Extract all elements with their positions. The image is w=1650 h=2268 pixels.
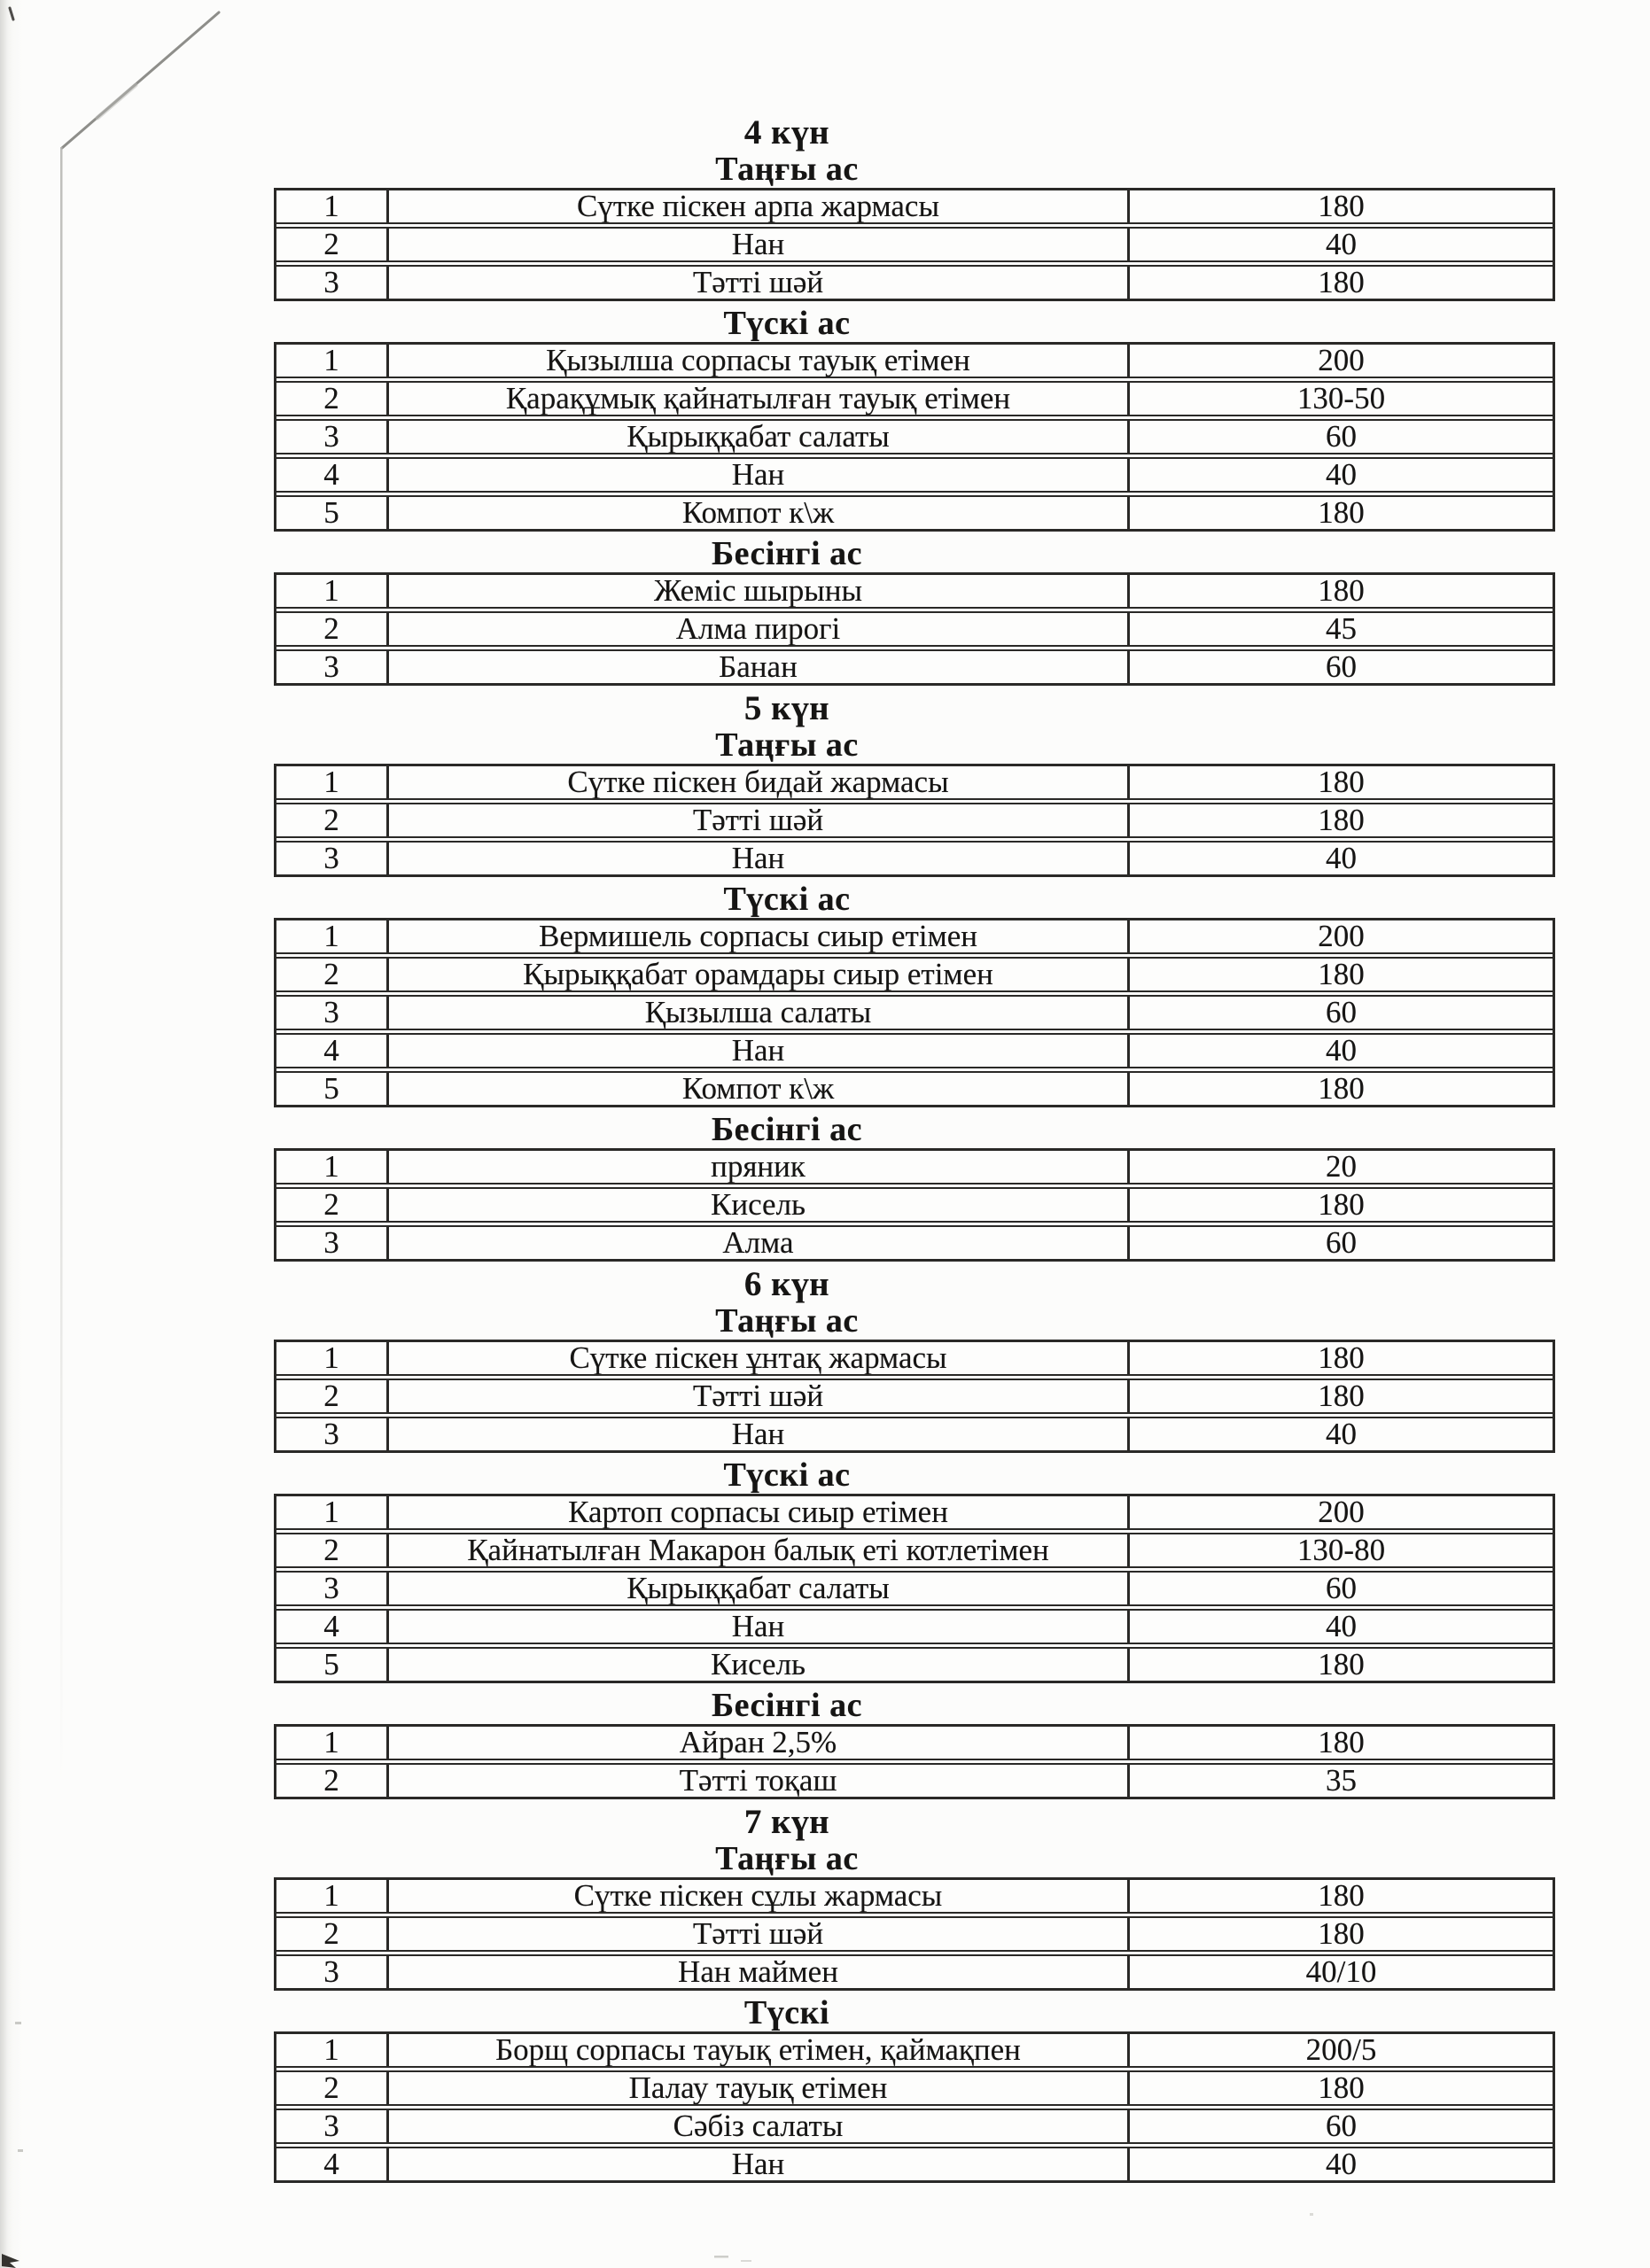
portion-grams-cell: 180 [1127,575,1553,607]
table-row [276,1067,1553,1105]
table-row [276,1183,1553,1221]
table-row [276,1759,1553,1797]
portion-grams-cell: 60 [1127,1573,1553,1604]
row-number-cell: 1 [323,1342,339,1374]
portion-grams-cell: 40/10 [1127,1956,1553,1988]
day-title: 6 күн [743,1265,830,1303]
meal-title: Таңғы ас [715,1840,859,1877]
table-row [276,1412,1553,1450]
dish-name-cell: Жеміс шырыны [386,575,1127,607]
row-number-cell: 3 [323,1227,339,1259]
row-number-cell: 5 [323,497,339,529]
menu-table [274,1494,1555,1683]
table-row [276,2034,1553,2066]
portion-grams-cell: 180 [1127,959,1553,990]
row-number-cell: 2 [323,613,339,645]
row-number-cell: 1 [323,190,339,222]
menu-table [274,764,1555,877]
menu-table [274,572,1555,686]
dish-name-cell: Борщ сорпасы тауық етімен, қаймақпен [386,2034,1127,2066]
portion-grams-cell: 200/5 [1127,2034,1553,2066]
table-row [276,1221,1553,1259]
portion-grams-cell: 180 [1127,1073,1553,1105]
table-row [276,575,1553,607]
dish-name-cell: Қызылша сорпасы тауық етімен [386,345,1127,377]
dish-name-cell: Кисель [386,1649,1127,1681]
dish-name-cell: Сүтке піскен сұлы жармасы [386,1880,1127,1912]
portion-grams-cell: 180 [1127,1649,1553,1681]
dish-name-cell: Вермишель сорпасы сиыр етімен [386,920,1127,952]
dish-name-cell: Айран 2,5% [386,1727,1127,1759]
row-number-cell: 3 [323,997,339,1029]
dish-name-cell: Сүтке піскен бидай жармасы [386,766,1127,798]
portion-grams-cell: 60 [1127,2110,1553,2142]
portion-grams-cell: 180 [1127,1342,1553,1374]
dish-name-cell: Тәтті шәй [386,267,1127,299]
day-title: 5 күн [743,689,830,727]
dish-name-cell: пряник [386,1151,1127,1183]
day-title: 4 күн [743,113,830,151]
row-number-cell: 1 [323,1151,339,1183]
menu-table [274,2031,1555,2183]
table-row [276,1528,1553,1566]
table-row [276,645,1553,683]
dish-name-cell: Қарақұмық қайнатылған тауық етімен [386,383,1127,415]
day-section [0,115,1650,686]
portion-grams-cell: 40 [1127,459,1553,491]
meal-title: Бесінгі ас [712,1111,862,1148]
table-row [276,2142,1553,2180]
table-row [276,990,1553,1029]
table-row [276,1374,1553,1412]
portion-grams-cell: 130-50 [1127,383,1553,415]
portion-grams-cell: 40 [1127,843,1553,874]
meal-title: Таңғы ас [715,726,859,764]
bottom-faint-dash [714,2256,728,2258]
table-row [276,1604,1553,1643]
menu-table [274,1877,1555,1991]
portion-grams-cell: 40 [1127,229,1553,260]
portion-grams-cell: 130-80 [1127,1534,1553,1566]
dish-name-cell: Сәбіз салаты [386,2110,1127,2142]
table-row [276,1342,1553,1374]
dish-name-cell: Банан [386,651,1127,683]
portion-grams-cell: 35 [1127,1765,1553,1797]
dish-name-cell: Нан [386,1611,1127,1643]
meal-title: Түскі ас [723,305,851,342]
row-number-cell: 4 [323,2148,339,2180]
menu-table [274,188,1555,301]
row-number-cell: 3 [323,843,339,874]
dish-name-cell: Нан [386,459,1127,491]
row-number-cell: 2 [323,1380,339,1412]
portion-grams-cell: 200 [1127,920,1553,952]
table-row [276,1727,1553,1759]
portion-grams-cell: 40 [1127,1611,1553,1643]
portion-grams-cell: 180 [1127,766,1553,798]
row-number-cell: 5 [323,1649,339,1681]
dish-name-cell: Тәтті шәй [386,1918,1127,1950]
menu-table [274,342,1555,532]
dish-name-cell: Алма [386,1227,1127,1259]
table-row [276,345,1553,377]
meal-title: Бесінгі ас [712,1687,862,1724]
menu-table [274,1724,1555,1799]
row-number-cell: 1 [323,575,339,607]
dish-name-cell: Нан [386,2148,1127,2180]
dish-name-cell: Сүтке піскен ұнтақ жармасы [386,1342,1127,1374]
row-number-cell: 2 [323,804,339,836]
dish-name-cell: Тәтті шәй [386,1380,1127,1412]
dish-name-cell: Нан [386,229,1127,260]
portion-grams-cell: 60 [1127,1227,1553,1259]
row-number-cell: 2 [323,1534,339,1566]
row-number-cell: 4 [323,459,339,491]
row-number-cell: 2 [323,1765,339,1797]
dish-name-cell: Қырыққабат салаты [386,421,1127,453]
row-number-cell: 5 [323,1073,339,1105]
dish-name-cell: Тәтті тоқаш [386,1765,1127,1797]
day-title: 7 күн [743,1803,830,1841]
meal-title: Түскі [743,1994,830,2031]
table-row [276,222,1553,260]
dish-name-cell: Нан маймен [386,1956,1127,1988]
table-row [276,1029,1553,1067]
row-number-cell: 1 [323,345,339,377]
dish-name-cell: Кисель [386,1189,1127,1221]
dish-name-cell: Тәтті шәй [386,804,1127,836]
portion-grams-cell: 20 [1127,1151,1553,1183]
menu-table [274,918,1555,1107]
table-row [276,2104,1553,2142]
table-row [276,491,1553,529]
portion-grams-cell: 60 [1127,651,1553,683]
dish-name-cell: Қайнатылған Макарон балық еті котлетімен [386,1534,1127,1566]
row-number-cell: 2 [323,1918,339,1950]
day-section [0,691,1650,1262]
portion-grams-cell: 40 [1127,2148,1553,2180]
table-row [276,2066,1553,2104]
table-row [276,952,1553,990]
meal-title: Таңғы ас [715,151,859,188]
portion-grams-cell: 60 [1127,421,1553,453]
dish-name-cell: Компот к\ж [386,1073,1127,1105]
table-row [276,1950,1553,1988]
table-row [276,1151,1553,1183]
portion-grams-cell: 40 [1127,1418,1553,1450]
row-number-cell: 3 [323,651,339,683]
table-row [276,415,1553,453]
table-row [276,798,1553,836]
portion-grams-cell: 180 [1127,1918,1553,1950]
row-number-cell: 3 [323,267,339,299]
table-row [276,453,1553,491]
row-number-cell: 4 [323,1035,339,1067]
menu-table [274,1340,1555,1453]
row-number-cell: 1 [323,1496,339,1528]
menu-root [0,112,1650,2188]
portion-grams-cell: 180 [1127,497,1553,529]
table-row [276,260,1553,299]
portion-grams-cell: 200 [1127,345,1553,377]
portion-grams-cell: 180 [1127,2072,1553,2104]
table-row [276,1912,1553,1950]
table-row [276,1566,1553,1604]
table-row [276,377,1553,415]
portion-grams-cell: 180 [1127,267,1553,299]
bottom-faint-dash-2 [741,2260,751,2262]
row-number-cell: 3 [323,421,339,453]
portion-grams-cell: 40 [1127,1035,1553,1067]
table-row [276,836,1553,874]
table-row [276,607,1553,645]
row-number-cell: 1 [323,2034,339,2066]
row-number-cell: 2 [323,383,339,415]
dish-name-cell: Палау тауық етімен [386,2072,1127,2104]
dish-name-cell: Алма пирогі [386,613,1127,645]
table-row [276,1496,1553,1528]
meal-title: Бесінгі ас [712,535,862,572]
table-row [276,920,1553,952]
table-row [276,766,1553,798]
row-number-cell: 3 [323,1956,339,1988]
dish-name-cell: Нан [386,1418,1127,1450]
dish-name-cell: Нан [386,843,1127,874]
day-section [0,1267,1650,1799]
dish-name-cell: Нан [386,1035,1127,1067]
row-number-cell: 2 [323,2072,339,2104]
dish-name-cell: Сүтке піскен арпа жармасы [386,190,1127,222]
row-number-cell: 2 [323,959,339,990]
dish-name-cell: Қызылша салаты [386,997,1127,1029]
right-faint-speck [1310,2213,1313,2216]
portion-grams-cell: 180 [1127,1880,1553,1912]
row-number-cell: 1 [323,1880,339,1912]
dish-name-cell: Картоп сорпасы сиыр етімен [386,1496,1127,1528]
meal-title: Түскі ас [723,1456,851,1494]
portion-grams-cell: 200 [1127,1496,1553,1528]
portion-grams-cell: 180 [1127,804,1553,836]
row-number-cell: 1 [323,1727,339,1759]
row-number-cell: 1 [323,766,339,798]
portion-grams-cell: 180 [1127,190,1553,222]
row-number-cell: 4 [323,1611,339,1643]
meal-title: Таңғы ас [715,1302,859,1340]
table-row [276,1643,1553,1681]
portion-grams-cell: 45 [1127,613,1553,645]
row-number-cell: 3 [323,1418,339,1450]
row-number-cell: 3 [323,1573,339,1604]
dish-name-cell: Қырыққабат салаты [386,1573,1127,1604]
portion-grams-cell: 180 [1127,1380,1553,1412]
portion-grams-cell: 180 [1127,1727,1553,1759]
meal-title: Түскі ас [723,881,851,918]
day-section [0,1805,1650,2183]
row-number-cell: 2 [323,1189,339,1221]
portion-grams-cell: 60 [1127,997,1553,1029]
portion-grams-cell: 180 [1127,1189,1553,1221]
row-number-cell: 3 [323,2110,339,2142]
dish-name-cell: Қырыққабат орамдары сиыр етімен [386,959,1127,990]
dish-name-cell: Компот к\ж [386,497,1127,529]
menu-table [274,1148,1555,1262]
table-row [276,190,1553,222]
row-number-cell: 2 [323,229,339,260]
table-row [276,1880,1553,1912]
row-number-cell: 1 [323,920,339,952]
